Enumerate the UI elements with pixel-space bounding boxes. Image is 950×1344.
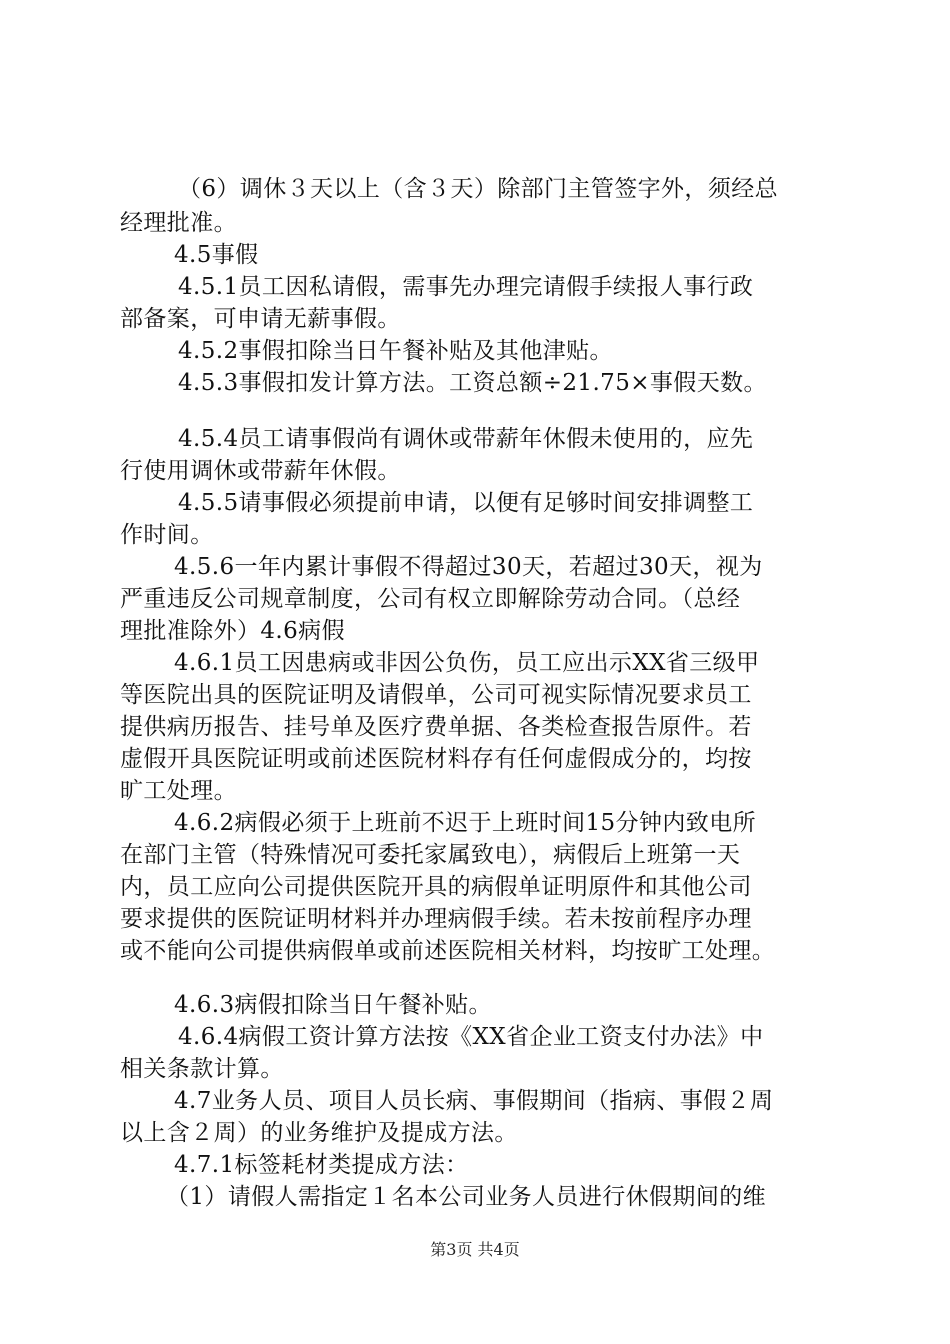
text-line: 4.5.2事假扣除当日午餐补贴及其他津贴。 (178, 338, 613, 364)
text-line: 4.5.4员工请事假尚有调休或带薪年休假未使用的，应先 (178, 426, 754, 452)
text-line: （1）请假人需指定１名本公司业务人员进行休假期间的维 (166, 1184, 767, 1210)
text-line: 4.5.6一年内累计事假不得超过30天，若超过30天，视为 (174, 554, 763, 580)
text-line: 4.6.2病假必须于上班前不迟于上班时间15分钟内致电所 (174, 810, 756, 836)
section-heading: 4.5事假 (174, 242, 259, 268)
text-line: 或不能向公司提供病假单或前述医院相关材料，均按旷工处理。 (120, 938, 776, 964)
text-line: 行使用调休或带薪年休假。 (120, 458, 401, 484)
text-line: 严重违反公司规章制度，公司有权立即解除劳动合同。（总经 (120, 586, 741, 612)
text-line: 4.5.3事假扣发计算方法。工资总额÷21.75×事假天数。 (178, 370, 767, 396)
text-line: 等医院出具的医院证明及请假单，公司可视实际情况要求员工 (120, 682, 752, 708)
text-line: 部备案，可申请无薪事假。 (120, 306, 401, 332)
text-line: 4.7业务人员、项目人员长病、事假期间（指病、事假２周 (174, 1088, 774, 1114)
text-line: 提供病历报告、挂号单及医疗费单据、各类检查报告原件。若 (120, 714, 752, 740)
text-line: 以上含２周）的业务维护及提成方法。 (120, 1120, 518, 1146)
page-number: 第3页 共4页 (430, 1240, 520, 1259)
text-line: 4.6.3病假扣除当日午餐补贴。 (174, 992, 492, 1018)
text-line: 相关条款计算。 (120, 1056, 284, 1082)
text-line: 内，员工应向公司提供医院开具的病假单证明原件和其他公司 (120, 874, 752, 900)
text-line: 4.5.1员工因私请假，需事先办理完请假手续报人事行政 (178, 274, 754, 300)
text-line: 旷工处理。 (120, 778, 237, 804)
text-line: 虚假开具医院证明或前述医院材料存有任何虚假成分的，均按 (120, 746, 752, 772)
text-line: 要求提供的医院证明材料并办理病假手续。若未按前程序办理 (120, 906, 752, 932)
text-line: 作时间。 (120, 522, 214, 548)
text-line: 经理批准。 (120, 210, 237, 236)
text-line: 4.6.1员工因患病或非因公负伤，员工应出示XX省三级甲 (174, 650, 760, 676)
text-line: 4.7.1标签耗材类提成方法： (174, 1152, 469, 1178)
text-line: 理批准除外）4.6病假 (120, 618, 345, 644)
text-line: （6）调休３天以上（含３天）除部门主管签字外，须经总 (178, 176, 779, 202)
text-line: 在部门主管（特殊情况可委托家属致电），病假后上班第一天 (120, 842, 741, 868)
text-line: 4.6.4病假工资计算方法按《XX省企业工资支付办法》中 (178, 1024, 764, 1050)
text-line: 4.5.5请事假必须提前申请，以便有足够时间安排调整工 (178, 490, 754, 516)
